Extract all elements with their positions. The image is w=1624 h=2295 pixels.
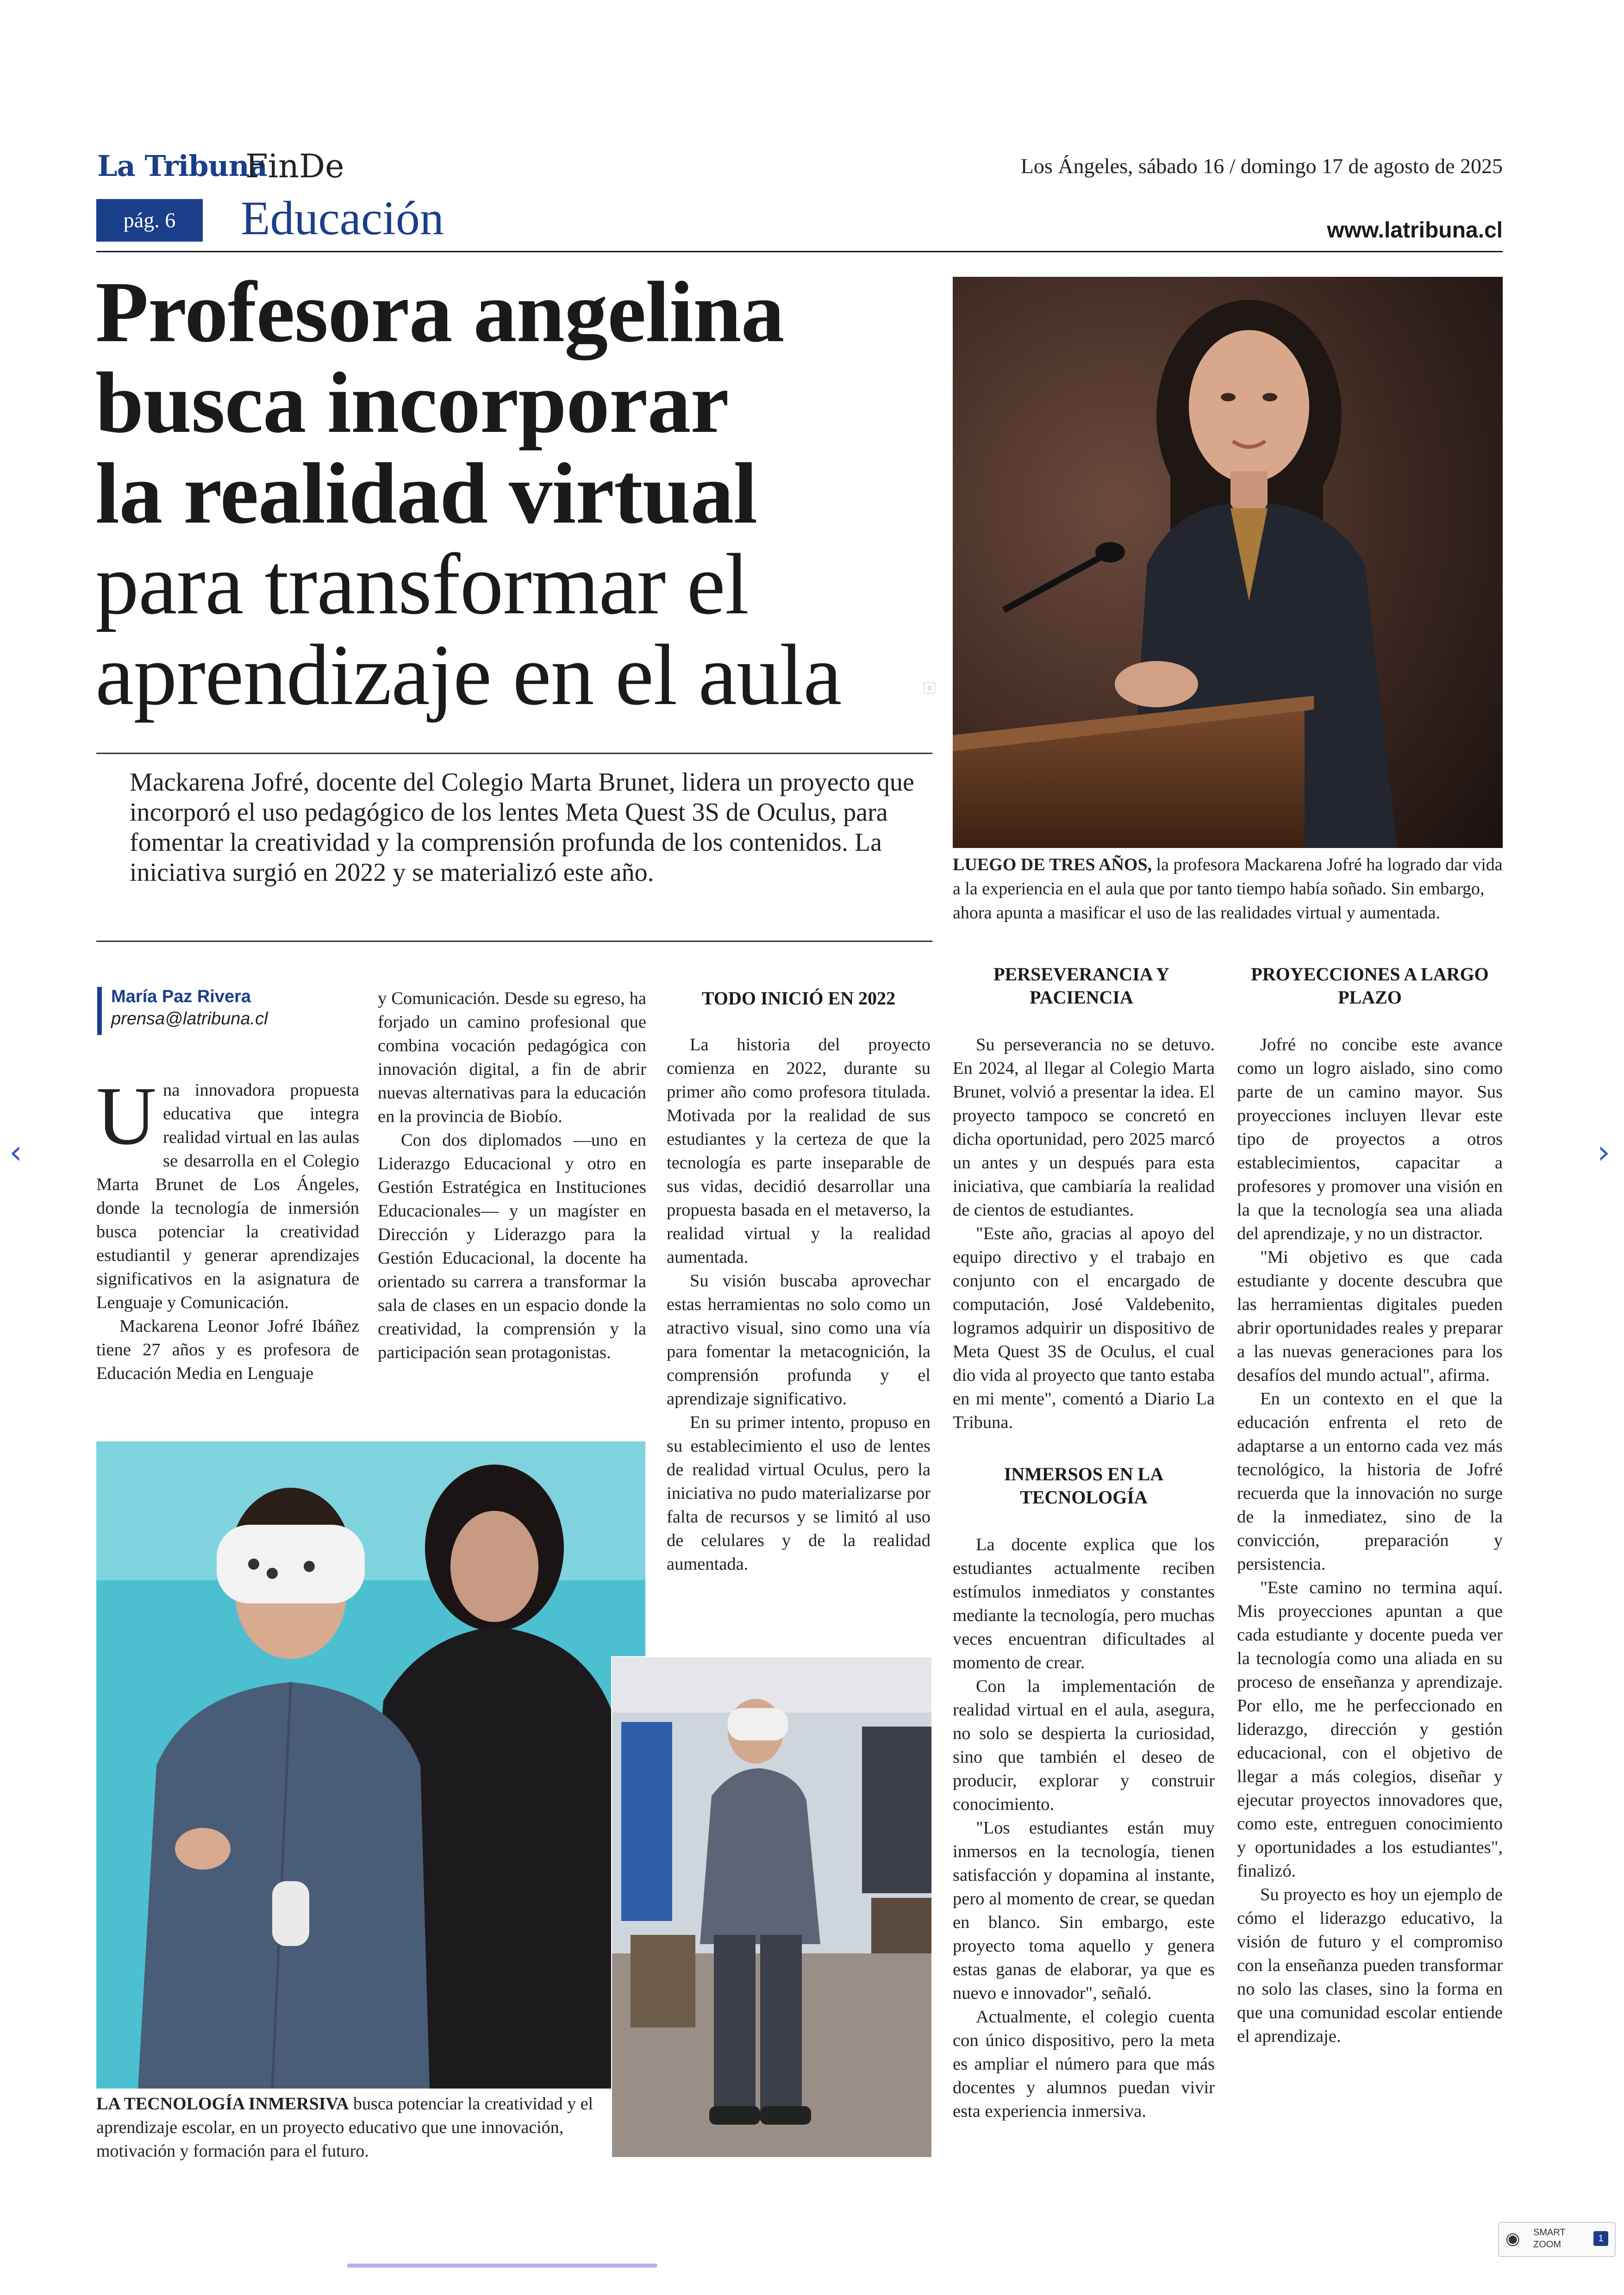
paragraph: "Este año, gracias al apoyo del equipo directivo y el trabajo en conjunto con el encargado de computación, José Valdebenito, logramos adquirir un dispositivo de Meta Quest 3S de Oculus, el cual dio vida al proyecto que tanto estaba en mi mente", comentó a Diario La Tribuna. (953, 1224, 1215, 1432)
paragraph: Su proyecto es hoy un ejemplo de cómo el liderazgo educativo, la visión de futuro y el compromiso con la enseñanza pueden transformar no solo las clases, sino la forma en que una comunidad escolar entiende el aprendizaje. (1237, 1885, 1503, 2046)
subhead-proyecciones: PROYECCIONES A LARGO PLAZO (1251, 964, 1489, 1008)
headline-line-5: aprendizaje en el aula (95, 626, 842, 723)
website-url[interactable]: www.latribuna.cl (1327, 218, 1503, 243)
zoom-level-badge: 1 (1593, 2231, 1608, 2246)
page-number-badge: pág. 6 (96, 199, 203, 242)
eye-icon: ◉ (1505, 2229, 1520, 2248)
paragraph: La docente explica que los estudiantes actualmente reciben estímulos inmediatos y constantes mediante la tecnología, pero muchas veces encuentran dificultades al momento de crear. (953, 1535, 1215, 1672)
article-column-4-continued (953, 1533, 1215, 2123)
smart-zoom-control[interactable] (1498, 2222, 1616, 2257)
paragraph: En su primer intento, propuso en su establecimiento el uso de lentes de realidad virtual Oculus, pero la iniciativa no pudo materializarse por falta de recursos y se limitó al uso de celulares y de la realidad aumentada. (667, 1413, 931, 1574)
deck-top-rule (96, 753, 932, 754)
caption-text: la profesora Mackarena Jofré ha logrado dar vida a la experiencia en el aula que por tanto tiempo había soñado. Sin embargo, ahora apunta a masificar el uso de las realidades virtual y aumentada. (953, 855, 1503, 923)
headline-line-1: Profesora angelina (95, 263, 784, 360)
paragraph: Su perseverancia no se detuvo. En 2024, al llegar al Colegio Marta Brunet, volvió a presentar la idea. El proyecto tampoco se concretó en dicha oportunidad, pero 2025 marcó un antes y un después para esta iniciativa, que cambiaría la realidad de cientos de estudiantes. (953, 1035, 1215, 1220)
paragraph: Actualmente, el colegio cuenta con único dispositivo, pero la meta es ampliar el número para que más docentes y alumnos puedan vivir esta experiencia inmersiva. (953, 2007, 1215, 2121)
drop-cap: U (96, 1070, 156, 1162)
author-accent-bar (97, 987, 102, 1035)
paragraph: En un contexto en el que la educación enfrenta el reto de adaptarse a un entorno cada vez más tecnológico, la historia de Jofré recuerda que la innovación no surge de la inmediatez, sino de la convicción, preparación y persistencia. (1237, 1389, 1503, 1574)
caption-lead: LUEGO DE TRES AÑOS, (953, 855, 1152, 874)
students-photo-caption (96, 2092, 645, 2163)
paragraph: y Comunicación. Desde su egreso, ha forjado un camino profesional que combina vocación pedagógica con innovación digital, a fin de abrir nuevas alternativas para la educación en la provincia de Biobío. (378, 989, 646, 1126)
next-page-arrow-icon[interactable]: › (1597, 1133, 1610, 1171)
vr-students-photo (96, 1441, 645, 2089)
paragraph: La historia del proyecto comienza en 2022, durante su primer año como profesora titulada. Motivada por la realidad de sus estudiantes y la certeza de que la tecnología es parte inseparable de sus vidas, decidió desarrollar una propuesta basada en el metaverso, la realidad virtual y la realidad aumentada. (667, 1035, 931, 1267)
portrait-photo-caption (953, 853, 1503, 925)
subhead-inmersos: INMERSOS EN LA TECNOLOGÍA (1004, 1464, 1164, 1508)
paragraph: Jofré no concibe este avance como un logro aislado, sino como parte de un camino mayor. Sus proyecciones incluyen llevar este tipo de proyectos a otros establecimientos, capacitar a profesores y promover una visión en la que la tecnología sea una aliada del aprendizaje, y no un distractor. (1237, 1035, 1503, 1243)
header-divider (96, 251, 1503, 252)
section-title: Educación (241, 192, 444, 245)
article-column-5 (1237, 1033, 1503, 2048)
caption-text: busca potenciar la creatividad y el aprendizaje escolar, en un proyecto educativo que une innovación, motivación y formación para el futuro. (96, 2094, 593, 2161)
vr-classroom-photo (611, 1656, 932, 2158)
headline-line-2: busca incorporar (95, 354, 729, 451)
caption-lead: LA TECNOLOGÍA INMERSIVA (96, 2094, 349, 2114)
article-deck: Mackarena Jofré, docente del Colegio Marta Brunet, lidera un proyecto que incorporó el uso pedagógico de los lentes Meta Quest 3S de Oculus, para fomentar la creatividad y la comprensión profunda de los contenidos. La iniciativa surgió en 2022 y se materializó este año. (130, 768, 914, 887)
teacher-portrait-photo (953, 277, 1503, 848)
smart-zoom-label: SMART ZOOM (1533, 2227, 1566, 2250)
article-column-4 (953, 1033, 1215, 1434)
article-column-3 (667, 1033, 931, 1576)
paragraph: Una innovadora propuesta educativa que integra realidad virtual en las aulas se desarrolla en el Colegio Marta Brunet de Los Ángeles, donde la tecnología de inmersión busca potenciar la creatividad estudiantil y generar aprendizajes significativos en la asignatura de Lenguaje y Comunicación. (96, 1070, 359, 1312)
paragraph: Mackarena Leonor Jofré Ibáñez tiene 27 años y es profesora de Educación Media en Lenguaje (96, 1316, 359, 1383)
article-column-1 (96, 1070, 359, 1385)
subhead-todo-inicio: TODO INICIÓ EN 2022 (701, 988, 896, 1009)
annotation-marker-icon[interactable]: ▫ (924, 682, 935, 693)
paragraph: Con dos diplomados —uno en Liderazgo Educacional y otro en Gestión Estratégica en Instituciones Educacionales— y un magíster en Dirección y Liderazgo para la Gestión Educacional, la docente ha orientado su carrera a transformar la sala de clases en un espacio donde la creatividad, la comprensión y la participación sean protagonistas. (378, 1130, 646, 1362)
article-column-2 (378, 987, 646, 1365)
paragraph: "Este camino no termina aquí. Mis proyecciones apuntan a que cada estudiante y docente pueda ver la tecnología como una aliada en su proceso de enseñanza y aprendizaje. Por ello, me he perfeccionado en liderazgo, dirección y gestión educacional, con el objetivo de llegar a más colegios, diseñar y ejecutar proyectos innovadores que, como este, entreguen conocimiento y oportunidades a los estudiantes", finalizó. (1237, 1578, 1503, 1881)
paragraph: "Los estudiantes están muy inmersos en la tecnología, tienen satisfacción y dopamina al instante, pero al momento de crear, se quedan en blanco. Sin embargo, este proyecto toma aquello y genera estas ganas de elaborar, ya que es nuevo e innovador", señaló. (953, 1818, 1215, 2003)
dateline: Los Ángeles, sábado 16 / domingo 17 de agosto de 2025 (1020, 154, 1503, 178)
deck-bottom-rule (96, 941, 932, 942)
author-email[interactable]: prensa@latribuna.cl (111, 1009, 268, 1029)
supplement-name: FinDe (245, 147, 344, 185)
author-name: María Paz Rivera (111, 987, 251, 1006)
paragraph: Con la implementación de realidad virtual en el aula, asegura, no solo se despierta la curiosidad, sino que también el deseo de producir, explorar y construir conocimiento. (953, 1677, 1215, 1814)
subhead-perseverancia: PERSEVERANCIA Y PACIENCIA (993, 964, 1169, 1008)
newspaper-logo: La Tribuna (97, 149, 267, 183)
paragraph: Su visión buscaba aprovechar estas herramientas no solo como un atractivo visual, sino como una vía para fomentar la metacognición, la comprensión profunda y el aprendizaje significativo. (667, 1271, 931, 1409)
headline-line-3: la realidad virtual (95, 445, 757, 542)
horizontal-scrollbar[interactable] (347, 2264, 657, 2268)
paragraph: "Mi objetivo es que cada estudiante y docente descubra que las herramientas digitales pueden abrir oportunidades reales y preparar a las nuevas generaciones para los desafíos del mundo actual", afirma. (1237, 1247, 1503, 1385)
headline-line-4: para transformar el (95, 536, 749, 632)
previous-page-arrow-icon[interactable]: ‹ (9, 1133, 22, 1171)
